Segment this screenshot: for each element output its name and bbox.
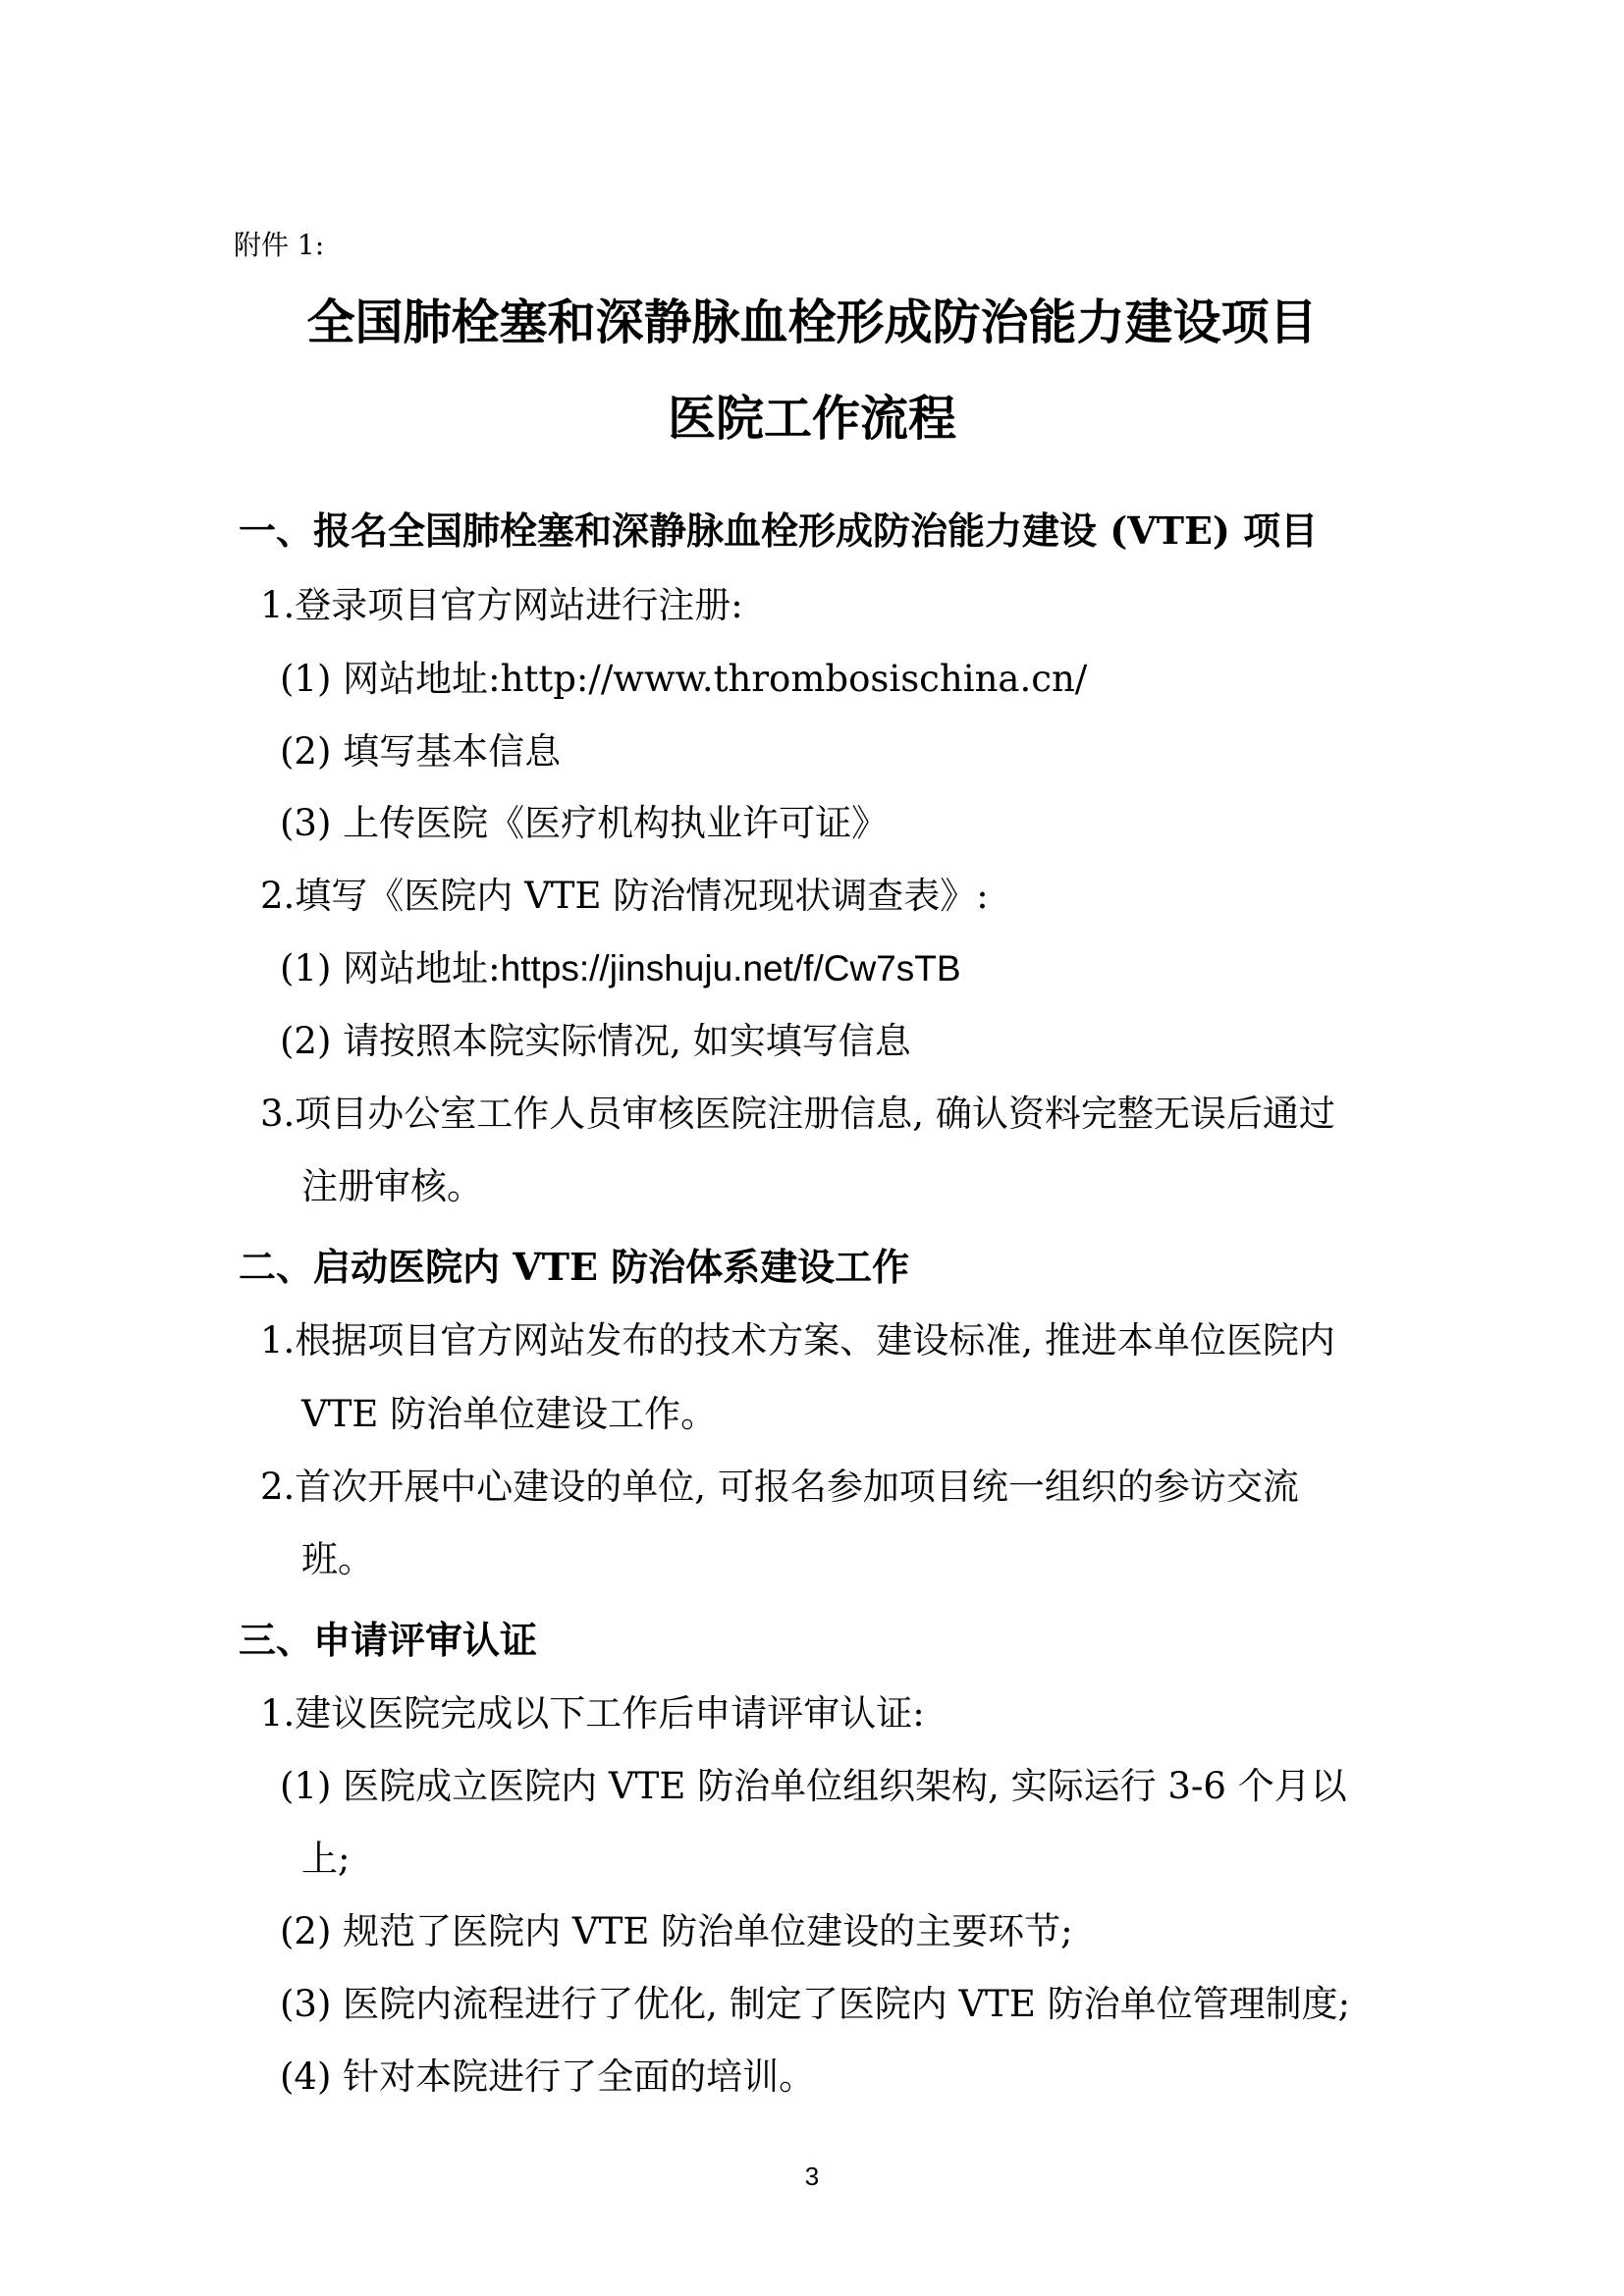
section-3-item-1-1: (1) 医院成立医院内 VTE 防治单位组织架构, 实际运行 3-6 个月以 — [280, 1765, 1347, 1807]
section-1-item-1-3: (3) 上传医院《医疗机构执业许可证》 — [280, 802, 889, 844]
section-1-item-3-cont: 注册审核。 — [301, 1165, 483, 1207]
document-title-line-1: 全国肺栓塞和深静脉血栓形成防治能力建设项目 — [306, 294, 1318, 350]
section-1-item-1: 1.登录项目官方网站进行注册: — [260, 584, 743, 626]
section-2-item-2: 2.首次开展中心建设的单位, 可报名参加项目统一组织的参访交流 — [260, 1466, 1299, 1508]
section-2-item-1-cont: VTE 防治单位建设工作。 — [301, 1393, 718, 1435]
section-2-item-1: 1.根据项目官方网站发布的技术方案、建设标准, 推进本单位医院内 — [260, 1319, 1335, 1362]
page-number: 3 — [804, 2162, 820, 2191]
section-3-item-1: 1.建议医院完成以下工作后申请评审认证: — [260, 1692, 925, 1735]
document-title-line-2: 医院工作流程 — [667, 391, 956, 447]
section-1-item-1-2: (2) 填写基本信息 — [280, 730, 562, 773]
section-1-item-3: 3.项目办公室工作人员审核医院注册信息, 确认资料完整无误后通过 — [260, 1093, 1335, 1135]
section-1-item-2-1 — [280, 938, 961, 991]
section-3-item-1-3: (3) 医院内流程进行了优化, 制定了医院内 VTE 防治单位管理制度; — [280, 1983, 1351, 2025]
section-1-item-2-2: (2) 请按照本院实际情况, 如实填写信息 — [280, 1020, 911, 1062]
section-1-item-1-1: (1) 网站地址:http://www.thrombosischina.cn/ — [280, 658, 1088, 700]
section-3-item-1-1-cont: 上; — [301, 1838, 351, 1880]
section-3-item-1-2: (2) 规范了医院内 VTE 防治单位建设的主要环节; — [280, 1910, 1073, 1952]
section-2-item-2-cont: 班。 — [301, 1538, 374, 1580]
section-2-heading: 二、启动医院内 VTE 防治体系建设工作 — [239, 1245, 910, 1289]
section-3-heading: 三、申请评审认证 — [239, 1618, 538, 1662]
section-1-item-2: 2.填写《医院内 VTE 防治情况现状调查表》: — [260, 875, 989, 917]
section-1-heading: 一、报名全国肺栓塞和深静脉血栓形成防治能力建设 (VTE) 项目 — [239, 508, 1319, 553]
website-label: (1) 网站地址: — [280, 947, 501, 989]
attachment-label: 附件 1: — [234, 229, 325, 261]
section-3-item-1-4: (4) 针对本院进行了全面的培训。 — [280, 2056, 816, 2098]
survey-link[interactable]: https://jinshuju.net/f/Cw7sTB — [500, 948, 961, 988]
